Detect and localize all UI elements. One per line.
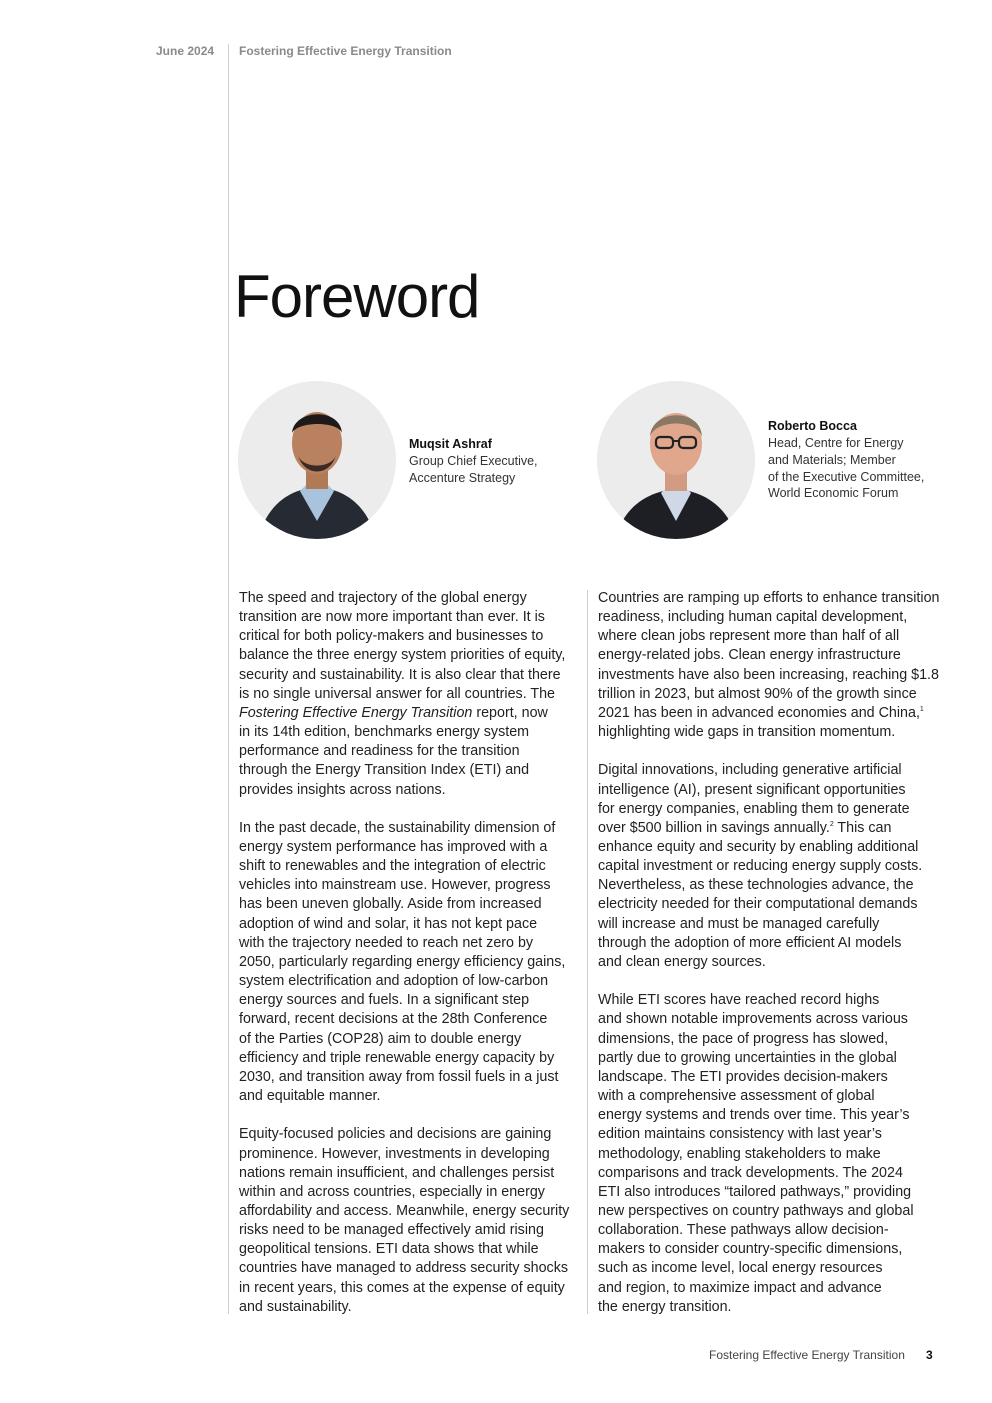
paragraph: Equity-focused policies and decisions are gaining prominence. However, investments in developing nations remain insufficient, and challenges persist within and across countries, especially in energy affordability and access. Meanwhile, energy security risks need to be managed effectively amid rising geopolitical tensions. ETI data shows that while countries have managed to address security shocks in recent years, this comes at the expense of equity and sustainability.: [239, 1126, 570, 1315]
header-date: June 2024: [156, 44, 215, 58]
person-role: Group Chief Executive, Accenture Strategy: [409, 454, 538, 485]
person-name: Muqsit Ashraf: [409, 437, 492, 451]
column-divider: [587, 590, 588, 1314]
page-header: [0, 44, 992, 62]
page-title: Foreword: [234, 263, 480, 330]
paragraph: In the past decade, the sustainability dimension of energy system performance has improved with a shift to renewables and the integration of electric vehicles into mainstream use. However, progress has been uneven globally. Aside from increased adoption of wind and solar, it has not kept pace with the trajectory needed to reach net zero by 2050, particularly regarding energy efficiency gains, system electrification and adoption of low-carbon energy sources and fuels. In a significant step forward, recent decisions at the 28th Conference of the Parties (COP28) aim to double energy efficiency and triple renewable energy capacity by 2030, and transition away from fossil fuels in a just and equitable manner.: [239, 819, 566, 1105]
paragraph: While ETI scores have reached record highs and shown notable improvements across various dimensions, the pace of progress has slowed, partly due to growing uncertainties in the global landscape. The ETI provides decision-makers with a comprehensive assessment of global energy systems and trends over time. This year’s edition maintains consistency with last year’s methodology, enabling stakeholders to make comparisons and track developments. The 2024 ETI also introduces “tailored pathways,” providing new perspectives on country pathways and global collaboration. These pathways allow decision- makers to consider country-specific dimensions, such as income level, local energy resources and region, to maximize impact and advance the energy transition.: [598, 992, 914, 1315]
portrait-photo-icon: [597, 381, 755, 539]
page-number: 3: [926, 1348, 933, 1362]
portrait-photo-icon: [238, 381, 396, 539]
margin-rule: [228, 44, 229, 1314]
person-name: Roberto Bocca: [768, 419, 857, 433]
portrait-muqsit-ashraf: [238, 381, 396, 539]
portrait-roberto-bocca: [597, 381, 755, 539]
header-title: Fostering Effective Energy Transition: [239, 44, 452, 58]
body-column-right: [598, 589, 940, 1336]
report-title-italic: Fostering Effective Energy Transition: [239, 704, 473, 721]
footer-title: Fostering Effective Energy Transition: [709, 1348, 905, 1362]
footnote-ref: 1: [919, 706, 924, 714]
paragraph: Digital innovations, including generative artificial intelligence (AI), present significant opportunities for energy companies, enabling them to generate over $500 billion in savings annually.$^2$ This can enhance equity and security by enabling additional capital investment or reducing energy supply costs. Nevertheless, as these technologies advance, the electricity needed for their computational demands will increase and must be managed carefully through the adoption of more efficient AI models and clean energy sources.: [598, 762, 923, 970]
person-role: Head, Centre for Energy and Materials; Member of the Executive Committee, World Economic Forum: [768, 436, 925, 501]
body-column-left: [239, 589, 581, 1336]
footnote-ref: 2: [829, 821, 834, 829]
paragraph: The speed and trajectory of the global energy transition are now more important than ever. It is critical for both policy-makers and businesses to balance the three energy system priorities of equity, security and sustainability. It is also clear that there is no single universal answer for all countries. The Fostering Effective Energy Transition report, now in its 14th edition, benchmarks energy system performance and readiness for the transition through the Energy Transition Index (ETI) and provides insights across nations.: [239, 590, 566, 798]
paragraph: Countries are ramping up efforts to enhance transition readiness, including human capital development, where clean jobs represent more than half of all energy-related jobs. Clean energy infrastructure investments have also been increasing, reaching $1.8 trillion in 2023, but almost 90% of the growth since 2021 has been in advanced economies and China,$^1$ highlighting wide gaps in transition momentum.: [598, 590, 940, 741]
